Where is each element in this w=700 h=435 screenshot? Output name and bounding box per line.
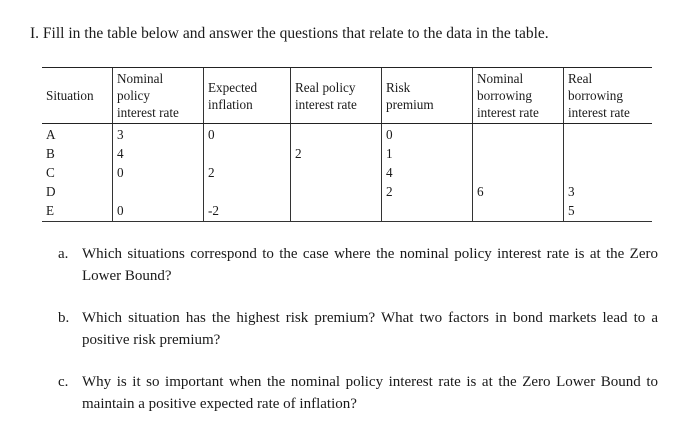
table-cell: E (42, 202, 113, 222)
header-real-policy-rate (291, 68, 382, 124)
header-line: borrowing (477, 88, 532, 103)
table-cell: -2 (204, 202, 291, 222)
question-label: b. (58, 310, 70, 326)
header-nominal-policy-rate (113, 68, 204, 124)
header-line: policy (117, 88, 150, 103)
table-cell: A (46, 127, 56, 142)
page-title: I. Fill in the table below and answer the questions that relate to the data in the table. (30, 25, 549, 42)
table-row (42, 202, 652, 222)
table-header-row (42, 68, 652, 124)
table-cell (204, 145, 291, 164)
table-cell: B (46, 146, 55, 161)
table-cell (473, 145, 564, 164)
table-cell (473, 124, 564, 146)
question-list (58, 243, 658, 435)
table-cell: 2 (204, 164, 291, 183)
header-line: Expected (208, 79, 258, 95)
table-cell (113, 183, 204, 202)
table-cell (204, 183, 291, 202)
table-row (42, 145, 652, 164)
table-cell (564, 164, 653, 183)
table-cell: 4 (113, 145, 204, 164)
table-cell (473, 202, 564, 222)
header-situation (42, 68, 113, 124)
question-text: Which situation has the highest risk premium? What two factors in bond markets lead to a positive risk premium? (82, 310, 658, 348)
header-real-borrowing-rate (564, 68, 653, 124)
header-line: interest rate (117, 105, 179, 120)
header-line: borrowing (568, 88, 623, 103)
header-line: Nominal (117, 71, 164, 86)
header-risk-premium (382, 68, 473, 124)
header-line: interest rate (568, 105, 630, 120)
table-cell (291, 183, 382, 202)
table-row (42, 124, 652, 146)
data-table (42, 67, 652, 222)
table-cell: D (46, 184, 56, 199)
table-cell: 3 (113, 124, 204, 146)
table-cell: 0 (113, 164, 204, 183)
question-item (58, 371, 658, 415)
question-label: c. (58, 374, 69, 390)
table-cell (564, 145, 653, 164)
table-cell: C (46, 165, 55, 180)
question-item (58, 307, 658, 351)
header-line: interest rate (477, 105, 539, 120)
table-row (42, 164, 652, 183)
table-cell (291, 124, 382, 146)
question-text: Which situations correspond to the case where the nominal policy interest rate is at the Zero Lower Bound? (82, 246, 658, 284)
header-line: interest rate (295, 96, 357, 112)
header-nominal-borrowing-rate (473, 68, 564, 124)
header-expected-inflation (204, 68, 291, 124)
question-label: a. (58, 246, 69, 262)
table-cell: 6 (473, 183, 564, 202)
table-cell: 5 (564, 202, 653, 222)
table-row (42, 183, 652, 202)
table-cell (291, 164, 382, 183)
table-cell (564, 124, 653, 146)
header-line: Situation (46, 88, 94, 103)
table-cell: 0 (113, 202, 204, 222)
table-cell: 2 (382, 183, 473, 202)
table-cell: 3 (564, 183, 653, 202)
table-cell: 0 (382, 124, 473, 146)
table-cell (473, 164, 564, 183)
question-item (58, 243, 658, 287)
header-line: premium (386, 96, 434, 112)
table-cell (291, 202, 382, 222)
table-cell: 2 (291, 145, 382, 164)
table-cell: 1 (382, 145, 473, 164)
header-line: inflation (208, 96, 253, 112)
table-cell: 4 (382, 164, 473, 183)
table-cell: 0 (204, 124, 291, 146)
question-text: Why is it so important when the nominal policy interest rate is at the Zero Lower Bound to maintain a positive expected rate of inflation? (82, 374, 658, 412)
table-cell (382, 202, 473, 222)
header-line: Real (568, 71, 593, 86)
header-line: Nominal (477, 71, 524, 86)
header-line: Real policy (295, 79, 356, 95)
header-line: Risk (386, 79, 411, 95)
